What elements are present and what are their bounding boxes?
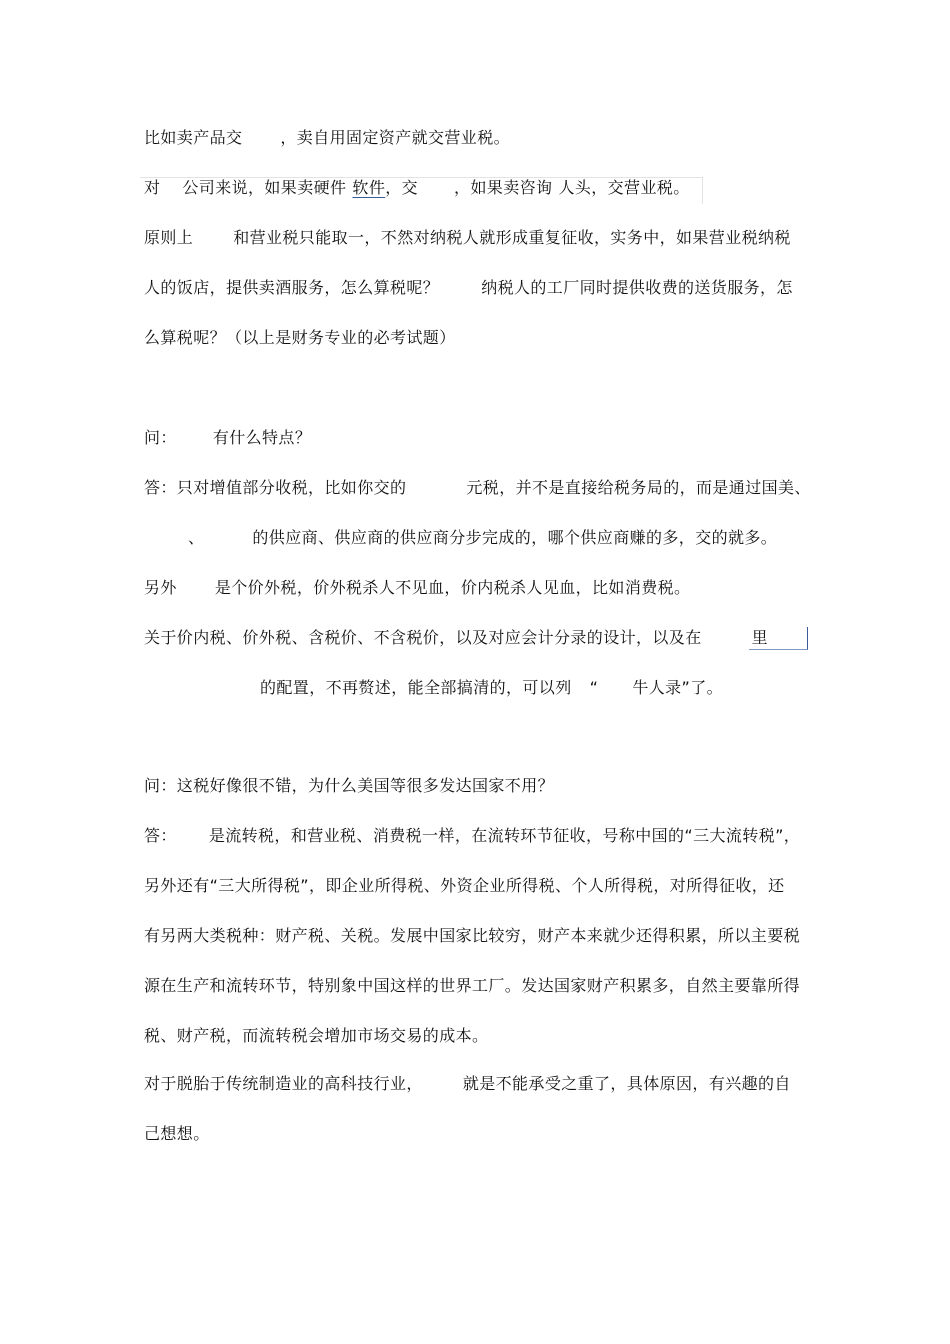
qa2-answer-line7: 己想想。	[144, 1124, 210, 1143]
text-run: 、	[188, 528, 205, 547]
text-run: 比如卖产品交	[144, 128, 243, 147]
text-run: 关于价内税、价外税、含税价、不含税价，以及对应会计分录的设计，以及在	[144, 628, 702, 647]
text-run: 牛人录”了。	[632, 678, 724, 697]
software-link[interactable]: 软件	[352, 178, 386, 197]
qa1-answer-line4	[144, 627, 768, 649]
text-run: 公司来说，如果卖硬件	[182, 178, 347, 197]
paragraph1-line1	[144, 127, 510, 149]
qa1-answer-line3	[144, 577, 690, 599]
paragraph1-line5: 么算税呢？（以上是财务专业的必考试题）	[144, 328, 456, 347]
text-run: 另外	[144, 578, 177, 597]
text-run: 就是不能承受之重了，具体原因，有兴趣的自	[462, 1074, 791, 1093]
text-run: 原则上	[144, 228, 194, 247]
text-run: ，如果卖咨询	[454, 178, 553, 197]
qa2-answer-line6	[144, 1073, 791, 1095]
text-run: 纳税人的工厂同时提供收费的送货服务，怎	[481, 278, 793, 297]
text-run: ，交	[385, 178, 419, 197]
qa1-question	[144, 427, 311, 449]
text-run: 的配置，不再赘述，能全部搞清的，可以列	[260, 678, 572, 697]
text-run: 问：	[144, 428, 177, 447]
text-run: 答：	[144, 826, 177, 845]
qa1-answer-line1	[144, 477, 811, 499]
paragraph1-line3	[144, 227, 791, 249]
qa1-answer-line2	[144, 527, 777, 549]
qa2-answer-line3: 有另两大类税种：财产税、关税。发展中国家比较穷，财产本来就少还得积累，所以主要税	[144, 926, 801, 945]
text-run: 人的饭店，提供卖酒服务，怎么算税呢？	[144, 278, 440, 297]
paragraph1-line4	[144, 277, 793, 299]
qa2-question: 问：这税好像很不错，为什么美国等很多发达国家不用？	[144, 776, 555, 795]
qa2-answer-line2: 另外还有“三大所得税”，即企业所得税、外资企业所得税、个人所得税，对所得征收，还	[144, 876, 785, 895]
text-run: 里	[751, 628, 769, 647]
text-run: 是个价外税，价外税杀人不见血，价内税杀人见血，比如消费税。	[214, 578, 691, 597]
paragraph1-line2	[144, 177, 690, 199]
qa1-answer-line5	[144, 677, 723, 699]
qa2-answer-line5: 税、财产税，而流转税会增加市场交易的成本。	[144, 1026, 489, 1045]
text-run: ，卖自用固定资产就交营业税。	[280, 128, 511, 147]
text-run: 答：只对增值部分收税，比如你交的	[144, 478, 407, 497]
text-run: 是流转税，和营业税、消费税一样，在流转环节征收，号称中国的“三大流转税”，	[208, 826, 801, 845]
text-run: 和营业税只能取一，不然对纳税人就形成重复征收，实务中，如果营业税纳税	[233, 228, 791, 247]
text-run: 有什么特点？	[212, 428, 312, 447]
text-run: 人头，交营业税。	[558, 178, 690, 197]
text-run: 元税，并不是直接给税务局的，而是通过国美、	[466, 478, 811, 497]
qa2-answer-line4: 源在生产和流转环节，特别象中国这样的世界工厂。发达国家财产积累多，自然主要靠所得	[144, 976, 801, 995]
qa2-answer-line1	[144, 825, 800, 847]
text-run: 对	[144, 178, 161, 197]
text-run: 对于脱胎于传统制造业的高科技行业，	[144, 1074, 423, 1093]
text-run: 的供应商、供应商的供应商分步完成的，哪个供应商赚的多，交的就多。	[252, 528, 778, 547]
text-run: “	[589, 678, 599, 697]
